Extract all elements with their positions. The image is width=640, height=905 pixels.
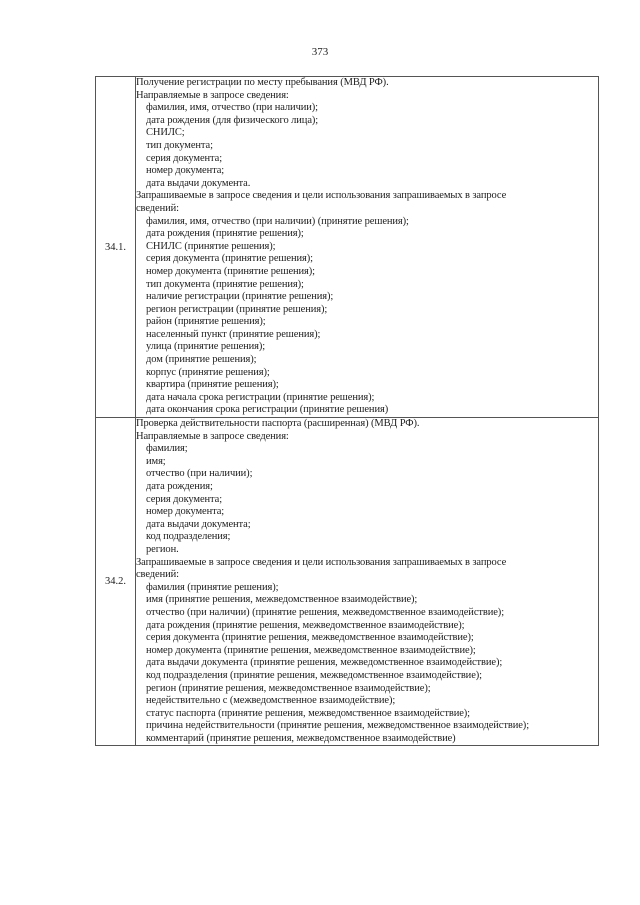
list-item: фамилия, имя, отчество (при наличии); bbox=[146, 102, 318, 114]
section-line: Запрашиваемые в запросе сведения и цели использования запрашиваемых в запросе bbox=[136, 190, 507, 202]
list-item: фамилия, имя, отчество (при наличии) (принятие решения); bbox=[146, 215, 409, 227]
list-item: номер документа (принятие решения); bbox=[146, 265, 315, 277]
list-item: регион (принятие решения, межведомственное взаимодействие); bbox=[146, 682, 431, 694]
table-row bbox=[96, 77, 599, 418]
list-item: дата рождения (для физического лица); bbox=[146, 114, 319, 126]
list-item: дата начала срока регистрации (принятие решения); bbox=[146, 391, 375, 403]
list-item: тип документа; bbox=[146, 139, 213, 151]
list-item: фамилия (принятие решения); bbox=[146, 581, 279, 593]
list-item: серия документа; bbox=[146, 493, 223, 505]
list-item: район (принятие решения); bbox=[146, 316, 266, 328]
list-item: дата выдачи документа; bbox=[146, 518, 251, 530]
list-item: корпус (принятие решения); bbox=[146, 366, 270, 378]
list-item: квартира (принятие решения); bbox=[146, 379, 279, 391]
section-line: Получение регистрации по месту пребывания (МВД РФ). bbox=[136, 77, 389, 88]
section-line: Направляемые в запросе сведения: bbox=[136, 89, 289, 101]
list-item: код подразделения; bbox=[146, 531, 231, 543]
list-item: номер документа; bbox=[146, 165, 225, 177]
list-item: дата рождения (принятие решения, межведомственное взаимодействие); bbox=[146, 619, 465, 631]
list-item: дата выдачи документа (принятие решения, межведомственное взаимодействие); bbox=[146, 657, 503, 669]
row-content bbox=[136, 418, 599, 746]
list-item: дата рождения; bbox=[146, 481, 213, 492]
list-item: имя (принятие решения, межведомственное взаимодействие); bbox=[146, 594, 418, 606]
list-item: населенный пункт (принятие решения); bbox=[146, 328, 321, 340]
list-item: наличие регистрации (принятие решения); bbox=[146, 291, 334, 303]
section-line: Направляемые в запросе сведения: bbox=[136, 430, 289, 442]
row-number: 34.2. bbox=[96, 418, 136, 746]
requests-table bbox=[95, 76, 599, 746]
list-item: серия документа; bbox=[146, 152, 223, 164]
table-row bbox=[96, 418, 599, 746]
section-line: сведений: bbox=[136, 569, 179, 581]
list-item: СНИЛС; bbox=[146, 127, 185, 139]
list-item: имя; bbox=[146, 455, 166, 467]
list-item: статус паспорта (принятие решения, межведомственное взаимодействие); bbox=[146, 707, 470, 719]
section-line: Проверка действительности паспорта (расширенная) (МВД РФ). bbox=[136, 418, 420, 430]
list-item: регион. bbox=[146, 543, 179, 555]
list-item: дата выдачи документа. bbox=[146, 177, 251, 189]
list-item: номер документа (принятие решения, межведомственное взаимодействие); bbox=[146, 644, 476, 656]
list-item: дата рождения (принятие решения); bbox=[146, 228, 304, 240]
list-item: серия документа (принятие решения); bbox=[146, 253, 313, 265]
list-item: серия документа (принятие решения, межведомственное взаимодействие); bbox=[146, 632, 474, 644]
section-line: Запрашиваемые в запросе сведения и цели использования запрашиваемых в запросе bbox=[136, 556, 507, 568]
list-item: фамилия; bbox=[146, 443, 188, 455]
list-item: комментарий (принятие решения, межведомственное взаимодействие) bbox=[146, 732, 456, 744]
list-item: дом (принятие решения); bbox=[146, 354, 257, 366]
list-item: причина недействительности (принятие решения, межведомственное взаимодействие); bbox=[146, 720, 530, 732]
list-item: дата окончания срока регистрации (принятие решения) bbox=[146, 404, 389, 416]
section-line: сведений: bbox=[136, 202, 179, 214]
list-item: код подразделения (принятие решения, межведомственное взаимодействие); bbox=[146, 669, 482, 681]
list-item: номер документа; bbox=[146, 506, 225, 518]
row-content bbox=[136, 77, 599, 418]
row-number: 34.1. bbox=[96, 77, 136, 418]
page-number: 373 bbox=[311, 46, 329, 58]
list-item: улица (принятие решения); bbox=[146, 341, 266, 353]
list-item: СНИЛС (принятие решения); bbox=[146, 240, 276, 252]
list-item: отчество (при наличии); bbox=[146, 468, 253, 480]
list-item: недействительно с (межведомственное взаимодействие); bbox=[146, 695, 396, 707]
list-item: регион регистрации (принятие решения); bbox=[146, 303, 328, 315]
list-item: тип документа (принятие решения); bbox=[146, 278, 304, 290]
list-item: отчество (при наличии) (принятие решения, межведомственное взаимодействие); bbox=[146, 606, 505, 618]
